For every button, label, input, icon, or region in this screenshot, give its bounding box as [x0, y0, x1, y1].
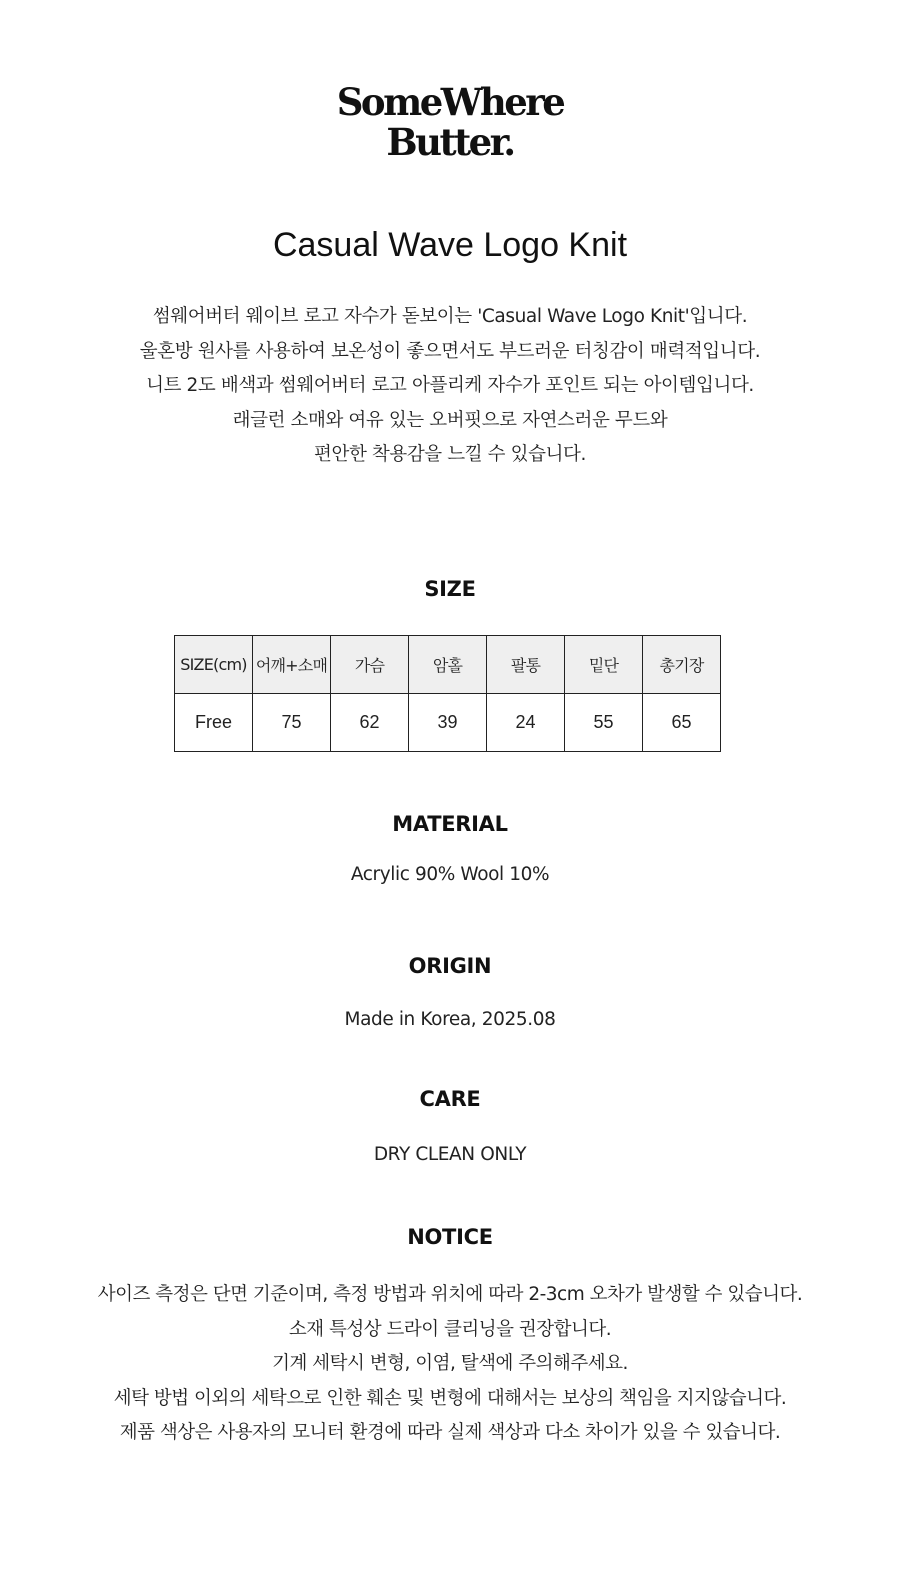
size-table-header-cell: 가슴 [331, 636, 409, 694]
description-line: 래글런 소매와 여유 있는 오버핏으로 자연스러운 무드와 [232, 409, 668, 431]
product-title: Casual Wave Logo Knit [272, 226, 628, 264]
product-description [0, 300, 900, 473]
description-line: 편안한 착용감을 느낄 수 있습니다. [314, 444, 586, 465]
origin-text: Made in Korea, 2025.08 [344, 1009, 556, 1030]
notice-list [0, 1278, 900, 1451]
description-line: 니트 2도 배색과 썸웨어버터 로고 아플리케 자수가 포인트 되는 아이템입니다. [146, 375, 754, 396]
size-table-cell: 62 [331, 694, 409, 752]
size-table-header-cell: 어깨+소매 [253, 636, 331, 694]
material-text: Acrylic 90% Wool 10% [350, 864, 550, 885]
size-table-header-cell: 팔통 [487, 636, 565, 694]
size-table-cell: 75 [253, 694, 331, 752]
size-table [174, 635, 721, 752]
size-table-header-row [175, 636, 721, 694]
size-heading: SIZE [424, 577, 476, 601]
brand-logo-line2: Butter. [386, 120, 514, 164]
care-text: DRY CLEAN ONLY [373, 1144, 527, 1165]
size-table-cell: 55 [565, 694, 643, 752]
notice-line: 기계 세탁시 변형, 이염, 탈색에 주의해주세요. [272, 1353, 628, 1374]
notice-heading: NOTICE [407, 1225, 493, 1249]
notice-line: 사이즈 측정은 단면 기준이며, 측정 방법과 위치에 따라 2-3cm 오차가 발생할 수 있습니다. [97, 1284, 803, 1305]
size-table-header-cell: 밑단 [565, 636, 643, 694]
size-table-header-cell: 암홀 [409, 636, 487, 694]
brand-logo-line1: SomeWhere [336, 80, 564, 124]
notice-line: 소재 특성상 드라이 클리닝을 권장합니다. [288, 1318, 612, 1340]
size-table-cell: 65 [643, 694, 721, 752]
care-heading: CARE [419, 1087, 481, 1111]
size-table-cell: Free [175, 694, 253, 752]
size-table-header-cell: 총기장 [643, 636, 721, 694]
size-table-row [175, 694, 721, 752]
size-table-cell: 39 [409, 694, 487, 752]
description-line: 울혼방 원사를 사용하여 보온성이 좋으면서도 부드러운 터칭감이 매력적입니다. [139, 340, 761, 362]
size-table-cell: 24 [487, 694, 565, 752]
notice-line: 세탁 방법 이외의 세탁으로 인한 훼손 및 변형에 대해서는 보상의 책임을 지지않습니다. [113, 1387, 787, 1409]
material-heading: MATERIAL [392, 812, 508, 836]
brand-logo [0, 82, 900, 162]
origin-heading: ORIGIN [408, 954, 492, 978]
description-line: 썸웨어버터 웨이브 로고 자수가 돋보이는 'Casual Wave Logo Knit'입니다. [152, 306, 748, 327]
size-table-header-cell: SIZE(cm) [175, 636, 253, 694]
notice-line: 제품 색상은 사용자의 모니터 환경에 따라 실제 색상과 다소 차이가 있을 수 있습니다. [119, 1422, 781, 1443]
